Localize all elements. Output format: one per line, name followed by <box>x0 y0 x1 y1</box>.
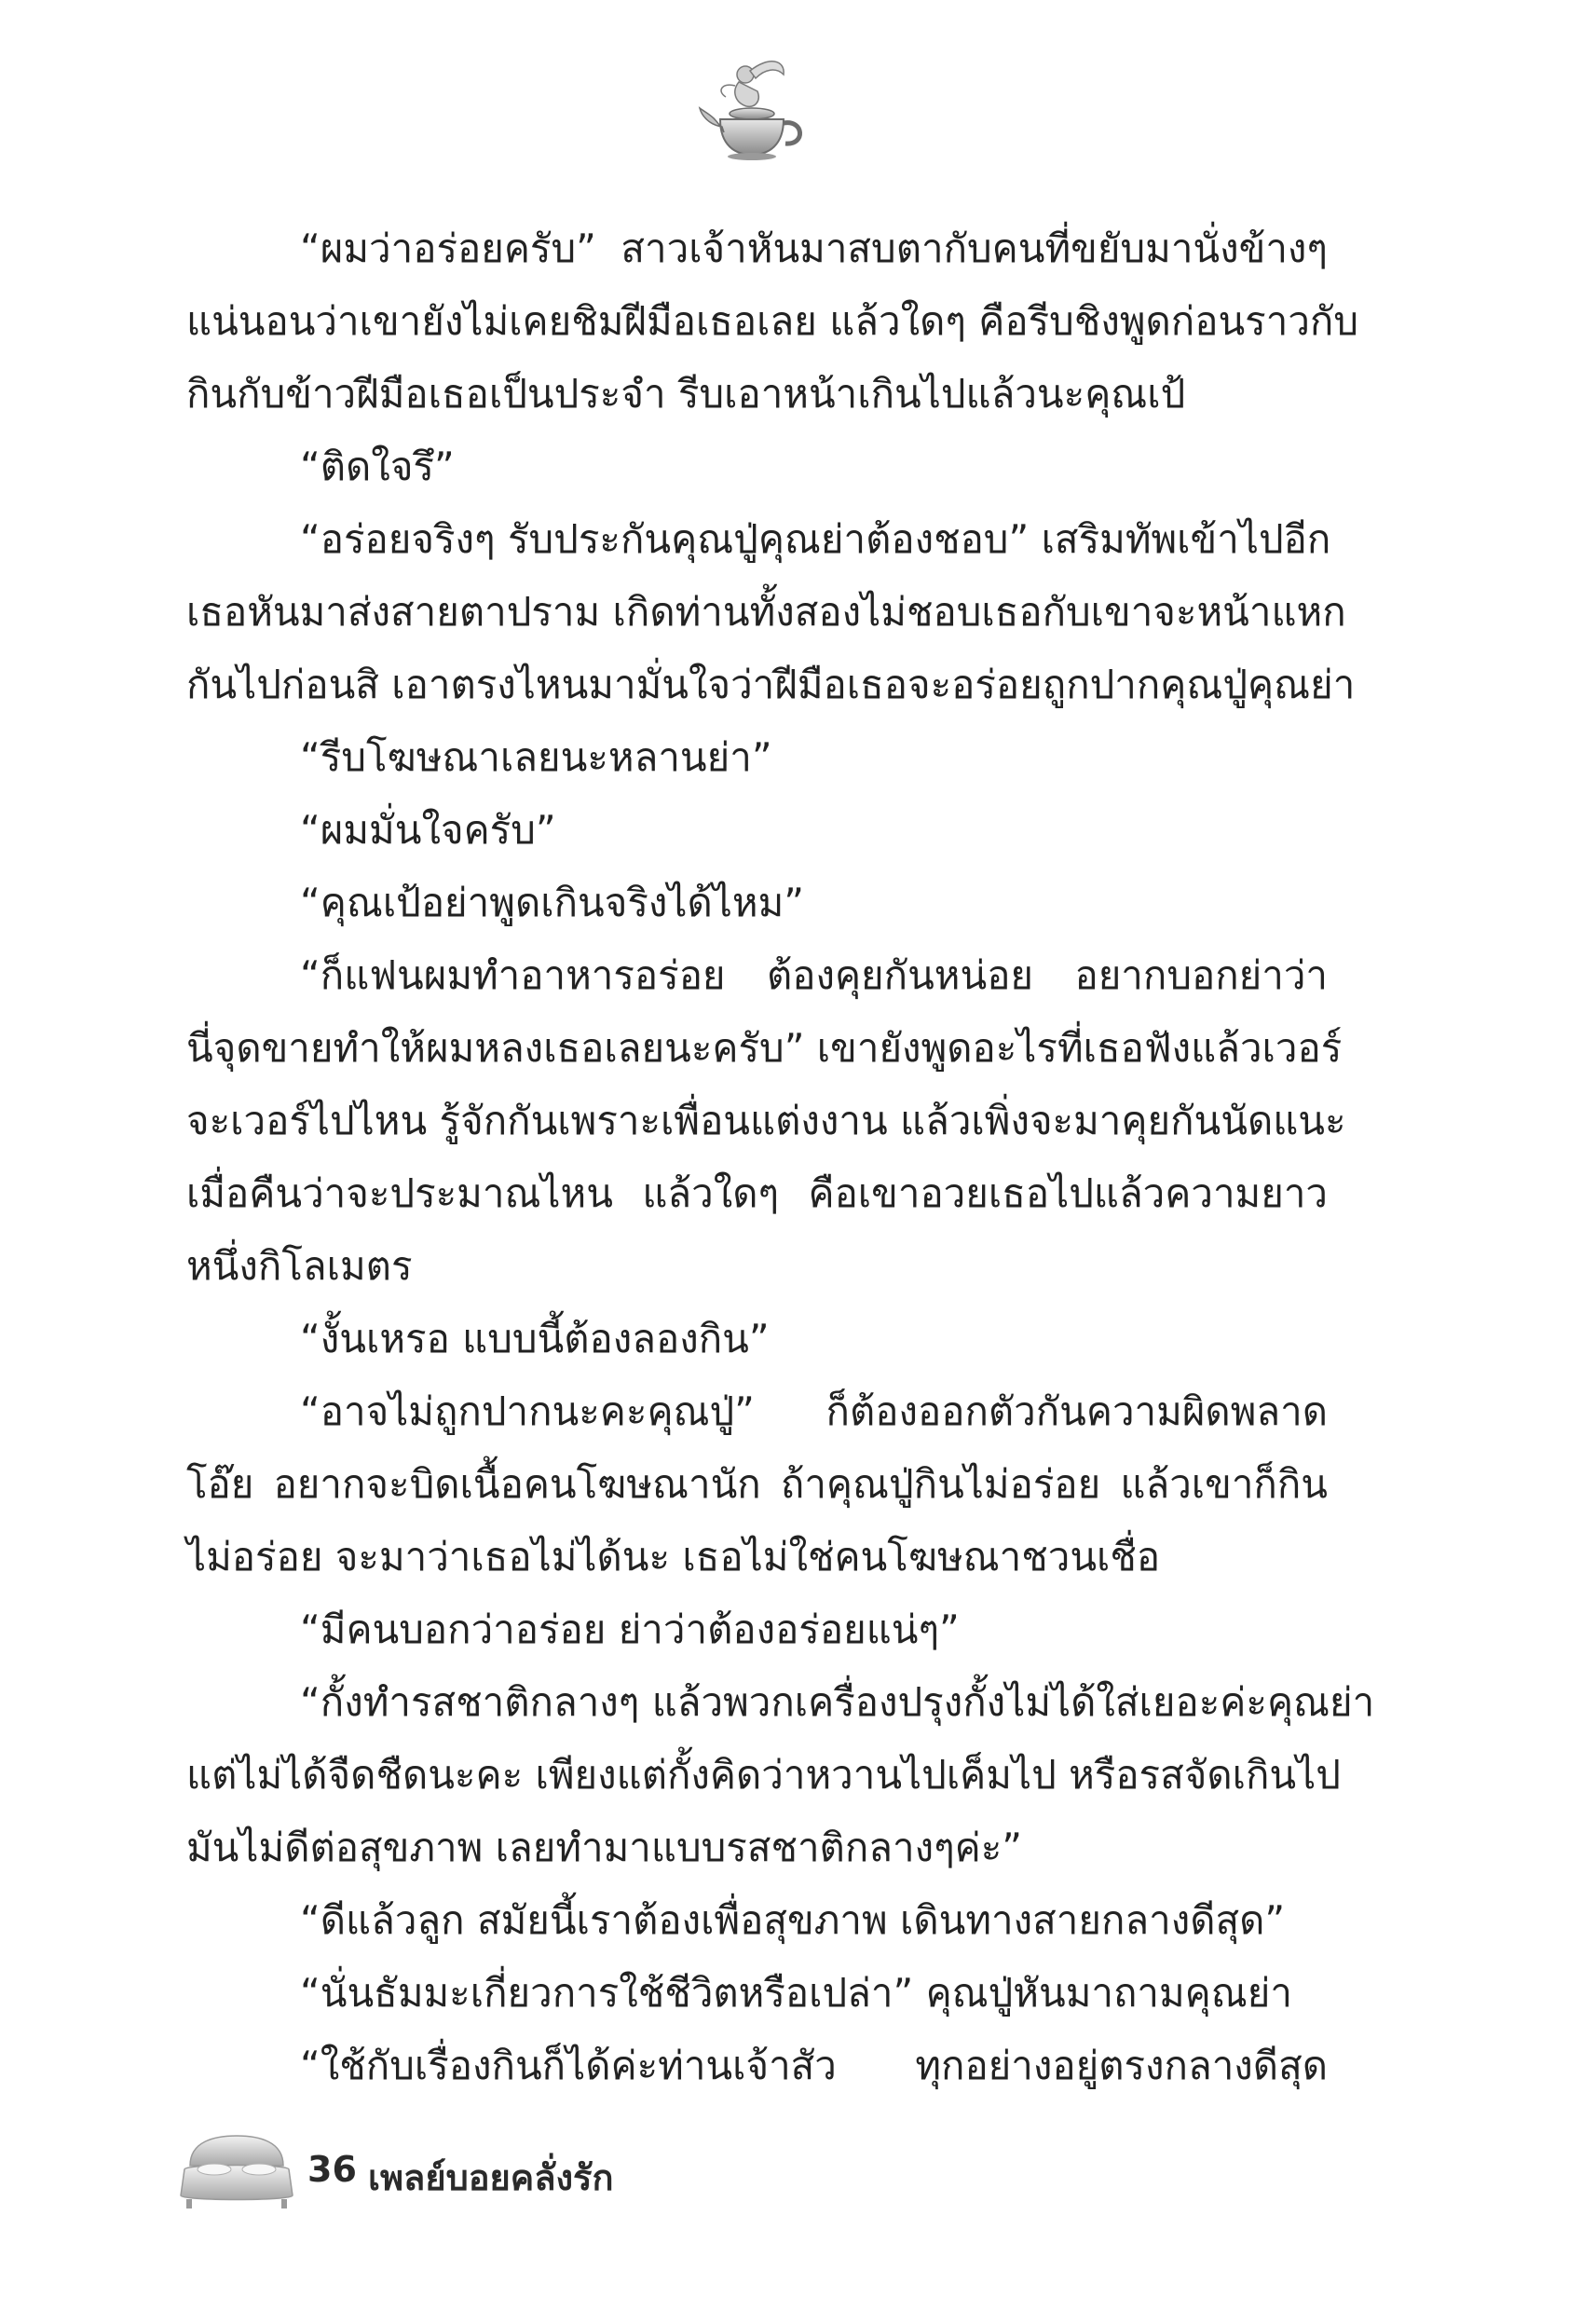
paragraph-line: จะเวอร์ไปไหน รู้จักกันเพราะเพื่อนแต่งงาน แล้วเพิ่งจะมาคุยกันนัดแนะ <box>186 1098 1346 1143</box>
dialogue-line: “งั้นเหรอ แบบนี้ต้องลองกิน” <box>300 1316 770 1361</box>
paragraph-line: แต่ไม่ได้จืดชืดนะคะ เพียงแต่กั้งคิดว่าหวานไปเค็มไป หรือรสจัดเกินไป <box>186 1752 1341 1798</box>
dialogue-line: “ผมมั่นใจครับ” <box>300 807 556 853</box>
bed-icon <box>177 2128 296 2212</box>
paragraph-line: “กั้งทำรสชาติกลางๆ แล้วพวกเครื่องปรุงกั้งไม่ได้ใส่เยอะค่ะคุณย่า <box>300 1679 1375 1725</box>
dialogue-line: “รีบโฆษณาเลยนะหลานย่า” <box>300 734 772 780</box>
paragraph-line: มันไม่ดีต่อสุขภาพ เลยทำมาแบบรสชาติกลางๆค่ะ” <box>186 1825 1023 1870</box>
story-text <box>186 212 1375 2102</box>
paragraph-line: “ใช้กับเรื่องกินก็ได้ค่ะท่านเจ้าสัว ทุกอย่างอยู่ตรงกลางดีสุด <box>300 2043 1328 2088</box>
dialogue-line: “คุณเป้อย่าพูดเกินจริงได้ไหม” <box>300 880 805 925</box>
paragraph-line: “อาจไม่ถูกปากนะคะคุณปู่” ก็ต้องออกตัวกันความผิดพลาด <box>300 1388 1328 1434</box>
paragraph-line: ไม่อร่อย จะมาว่าเธอไม่ได้นะ เธอไม่ใช่คนโฆษณาชวนเชื่อ <box>186 1534 1161 1579</box>
dialogue-line: “มีคนบอกว่าอร่อย ย่าว่าต้องอร่อยแน่ๆ” <box>300 1607 960 1652</box>
paragraph-line: โอ๊ย อยากจะบิดเนื้อคนโฆษณานัก ถ้าคุณปู่กินไม่อร่อย แล้วเขาก็กิน <box>186 1461 1328 1507</box>
dialogue-line: “ติดใจรึ” <box>300 444 455 489</box>
teapot-cupid-icon <box>694 54 815 164</box>
book-title: เพลย์บอยคลั่งรัก <box>368 2157 614 2198</box>
page-number: 36 <box>307 2149 357 2190</box>
dialogue-line: “นั่นธัมมะเกี่ยวการใช้ชีวิตหรือเปล่า” คุณปู่หันมาถามคุณย่า <box>300 1970 1292 2016</box>
dialogue-line: “ดีแล้วลูก สมัยนี้เราต้องเพื่อสุขภาพ เดินทางสายกลางดีสุด” <box>300 1897 1286 1943</box>
paragraph-line: “ก็แฟนผมทำอาหารอร่อย ต้องคุยกันหน่อย อยากบอกย่าว่า <box>300 952 1328 998</box>
paragraph-line: เธอหันมาส่งสายตาปราม เกิดท่านทั้งสองไม่ชอบเธอกับเขาจะหน้าแหก <box>186 589 1346 635</box>
paragraph-line: แน่นอนว่าเขายังไม่เคยชิมฝีมือเธอเลย แล้วใดๆ คือรีบชิงพูดก่อนราวกับ <box>186 298 1358 344</box>
paragraph-line: กันไปก่อนสิ เอาตรงไหนมามั่นใจว่าฝีมือเธอจะอร่อยถูกปากคุณปู่คุณย่า <box>186 662 1356 707</box>
paragraph-line: หนึ่งกิโลเมตร <box>186 1243 413 1289</box>
paragraph-line: “ผมว่าอร่อยครับ” สาวเจ้าหันมาสบตากับคนที่ขยับมานั่งข้างๆ <box>300 226 1328 271</box>
paragraph-line: “อร่อยจริงๆ รับประกันคุณปู่คุณย่าต้องชอบ” เสริมทัพเข้าไปอีก <box>300 516 1331 562</box>
paragraph-line: กินกับข้าวฝีมือเธอเป็นประจำ รีบเอาหน้าเกินไปแล้วนะคุณเป้ <box>186 371 1186 417</box>
paragraph-line: นี่จุดขายทำให้ผมหลงเธอเลยนะครับ” เขายังพูดอะไรที่เธอฟังแล้วเวอร์ <box>186 1025 1343 1071</box>
page-footer <box>177 2128 829 2212</box>
paragraph-line: เมื่อคืนว่าจะประมาณไหน แล้วใดๆ คือเขาอวยเธอไปแล้วความยาว <box>186 1170 1328 1216</box>
